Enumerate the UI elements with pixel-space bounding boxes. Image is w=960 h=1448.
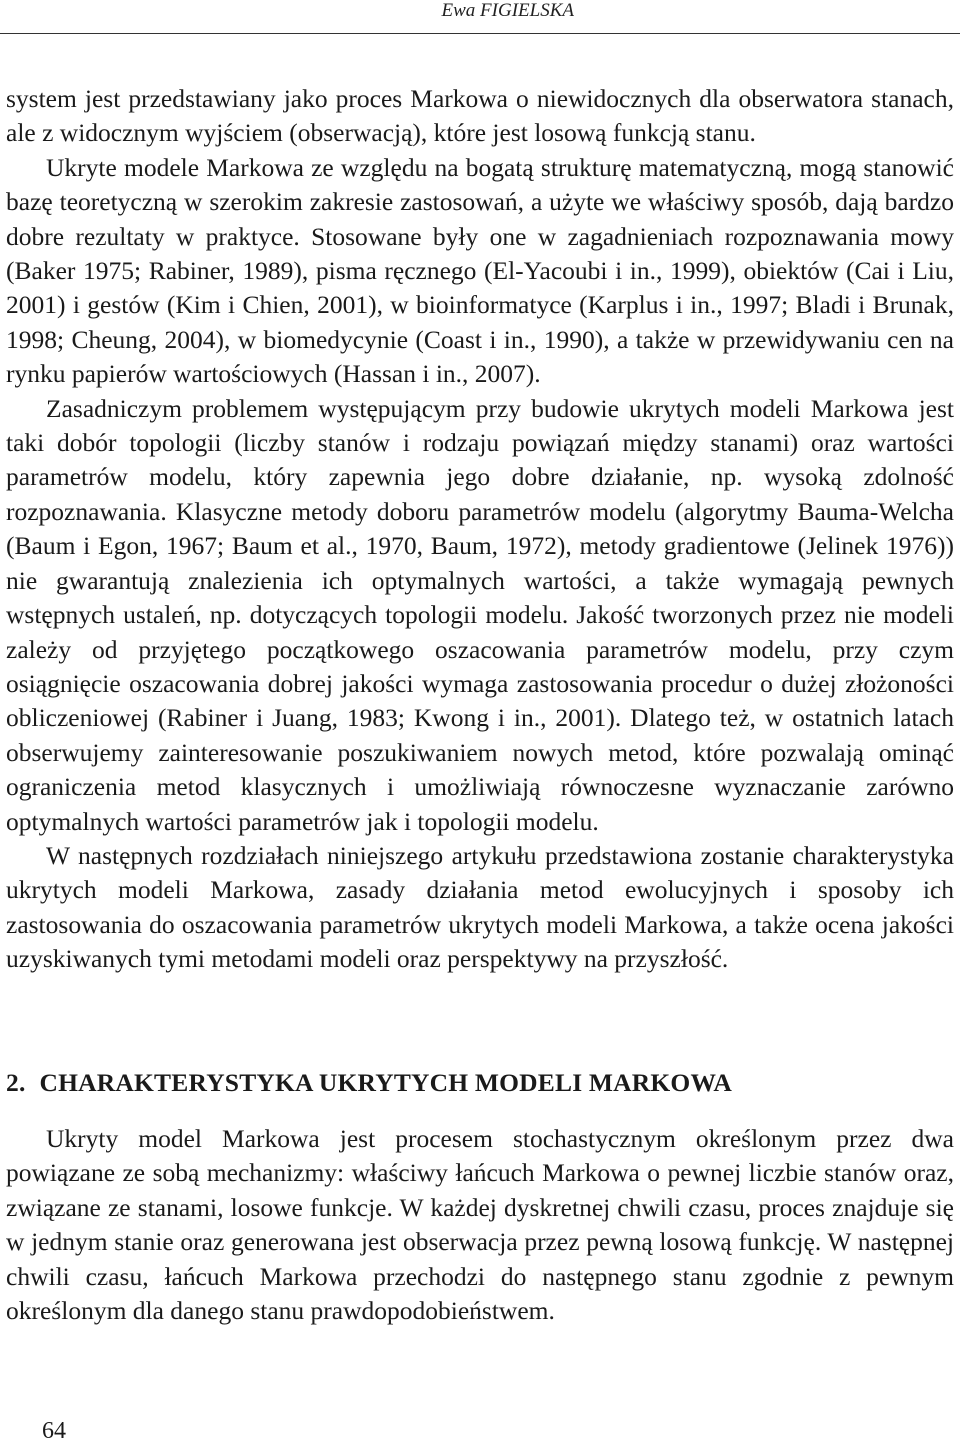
paragraph-2: Ukryte modele Markowa ze względu na bogatą strukturę matematyczną, mogą stanowić bazę teoretyczną w szerokim zakresie zastosowań, a użyte we właściwy sposób, dają bardzo dobre rezultaty w praktyce. Stosowane były one w zagadnieniach rozpoznawania mowy (Baker 1975; Rabiner, 1989), pisma ręcznego (El-Yacoubi i in., 1999), obiektów (Cai i Liu, 2001) i gestów (Kim i Chien, 2001), w bioinformatyce (Karplus i in., 1997; Bladi i Brunak, 1998; Cheung, 2004), w biomedycynie (Coast i in., 1990), a także w przewidywaniu cen na rynku papierów wartościowych (Hassan i in., 2007). <box>6 152 954 389</box>
section-heading <box>6 1068 954 1098</box>
section-title: CHARAKTERYSTYKA UKRYTYCH MODELI MARKOWA <box>39 1068 732 1097</box>
paragraph-1: system jest przedstawiany jako proces Markowa o niewidocznych dla obserwatora stanach, ale z widocznym wyjściem (obserwacją), które jest losową funkcją stanu. <box>6 84 954 148</box>
paragraph-3: Zasadniczym problemem występującym przy budowie ukrytych modeli Markowa jest taki dobór topologii (liczby stanów i rodzaju powiązań między stanami) oraz wartości parametrów modelu, który zapewnia jego dobre działanie, np. wysoką zdolność rozpoznawania. Klasyczne metody doboru parametrów modelu (algorytmy Bauma-Welcha (Baum i Egon, 1967; Baum et al., 1970, Baum, 1972), metody gradientowe (Jelinek 1976)) nie gwarantują znalezienia ich optymalnych wartości, a także wymagają pewnych wstępnych ustaleń, np. dotyczących topologii modelu. Jakość tworzonych przez nie modeli zależy od przyjętego początkowego oszacowania parametrów modelu, przy czym osiągnięcie oszacowania dobrej jakości wymaga zastosowania procedur o dużej złożoności obliczeniowej (Rabiner i Juang, 1983; Kwong i in., 2001). Dlatego też, w ostatnich latach obserwujemy zainteresowanie poszukiwaniem nowych metod, które pozwalają ominąć ograniczenia metod klasycznych i umożliwiają równoczesne wyznaczanie zarówno optymalnych wartości parametrów jak i topologii modelu. <box>6 393 954 836</box>
running-header <box>0 0 960 30</box>
header-rule <box>0 33 960 34</box>
header-author: Ewa FIGIELSKA <box>441 0 574 21</box>
page-number: 64 <box>42 1418 66 1444</box>
section-number: 2. <box>6 1068 26 1097</box>
section-paragraph: Ukryty model Markowa jest procesem stochastycznym określonym przez dwa powiązane ze sobą mechanizmy: właściwy łańcuch Markowa o pewnej liczbie stanów oraz, związane ze stanami, losowe funkcje. W każdej dyskretnej chwili czasu, proces znajduje się w jednym stanie oraz generowana jest obserwacja przez pewną losową funkcję. W następnej chwili czasu, łańcuch Markowa przechodzi do następnego stanu zgodnie z pewnym określonym dla danego stanu prawdopodobieństwem. <box>6 1124 954 1326</box>
section-body <box>6 1122 954 1328</box>
body-text <box>6 82 954 977</box>
paragraph-4: W następnych rozdziałach niniejszego artykułu przedstawiona zostanie charakterystyka ukrytych modeli Markowa, zasady działania metod ewolucyjnych i sposoby ich zastosowania do oszacowania parametrów ukrytych modeli Markowa, a także ocena jakości uzyskiwanych tymi metodami modeli oraz perspektywy na przyszłość. <box>6 840 954 974</box>
